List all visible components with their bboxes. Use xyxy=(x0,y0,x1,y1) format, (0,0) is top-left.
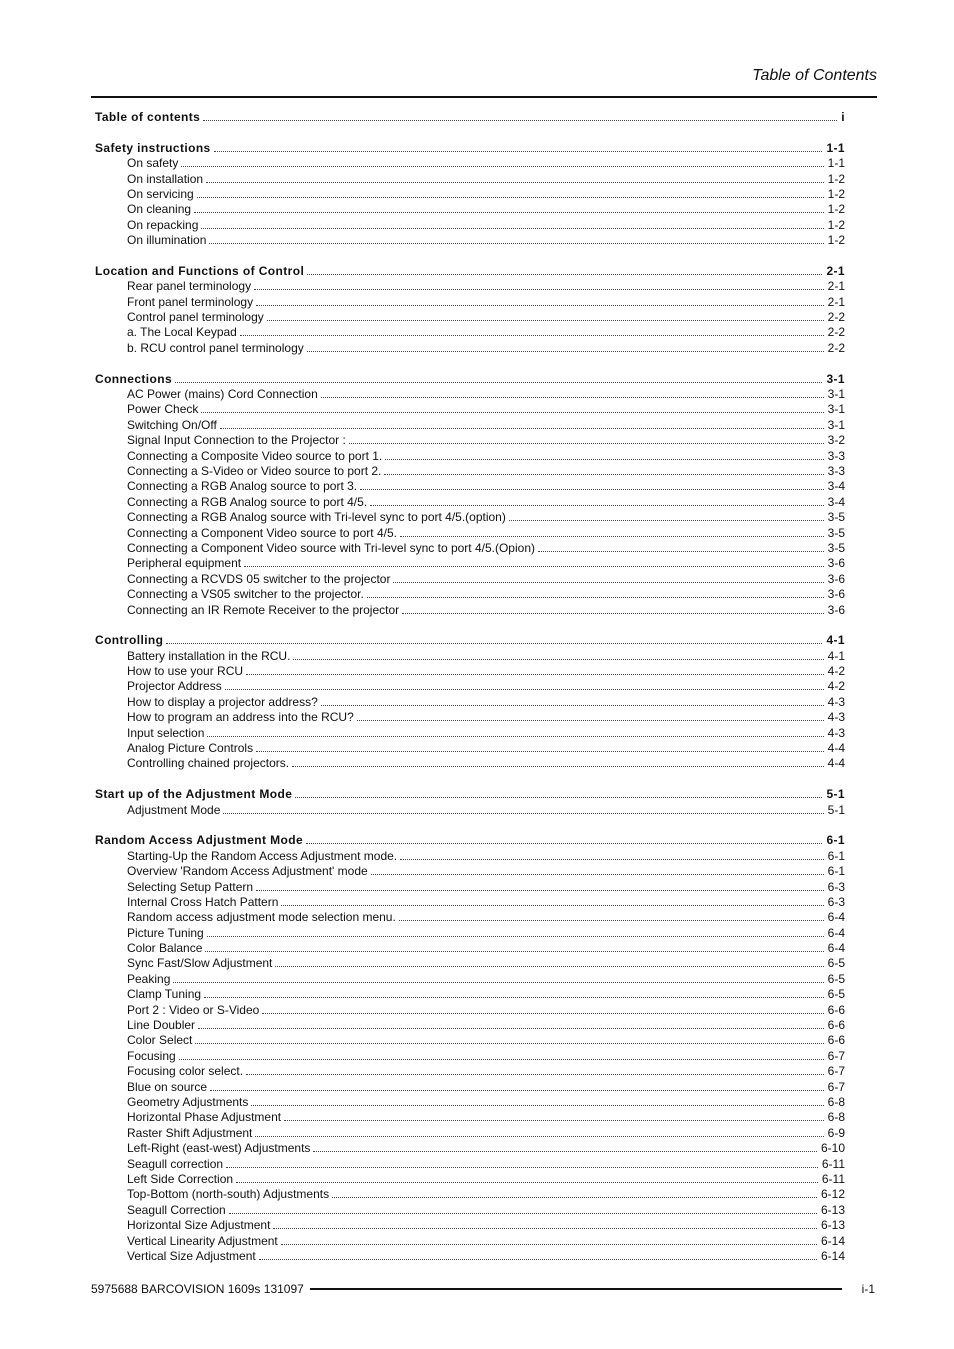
toc-entry-label: On illumination xyxy=(127,233,207,248)
dot-leader xyxy=(313,1151,817,1152)
toc-entry-page: 6-5 xyxy=(827,956,845,971)
dot-leader xyxy=(236,1182,818,1183)
dot-leader xyxy=(267,320,824,321)
toc-section xyxy=(95,264,845,356)
dot-leader xyxy=(306,843,822,844)
dot-leader xyxy=(201,412,823,413)
toc-entry[interactable] xyxy=(95,510,845,525)
toc-section-entry-label: Table of contents xyxy=(95,110,201,124)
toc-entry-page: 6-3 xyxy=(827,894,845,909)
toc-entry-page: 3-6 xyxy=(827,571,845,586)
toc-entry[interactable] xyxy=(95,1249,845,1264)
toc-entry-page: 6-4 xyxy=(827,925,845,940)
toc-entry-label: Line Doubler xyxy=(127,1018,196,1033)
dot-leader xyxy=(371,874,824,875)
toc-entry-label: Signal Input Connection to the Projector : xyxy=(127,433,346,448)
toc-entry-label: Color Balance xyxy=(127,941,203,956)
toc-entry[interactable] xyxy=(95,402,845,417)
toc-entry-page: 3-5 xyxy=(827,510,845,525)
toc-entry-page: 3-3 xyxy=(827,463,845,478)
toc-entry-label: Selecting Setup Pattern xyxy=(127,879,254,894)
dot-leader xyxy=(400,536,824,537)
toc-entry[interactable] xyxy=(95,1187,845,1202)
dot-leader xyxy=(385,459,823,460)
toc-entry-page: 4-4 xyxy=(827,741,845,756)
dot-leader xyxy=(246,674,824,675)
toc-entry-page: 3-5 xyxy=(827,525,845,540)
toc-entry-page: 3-6 xyxy=(827,602,845,617)
toc-entry-page: 6-14 xyxy=(820,1248,845,1263)
toc-entry[interactable] xyxy=(95,956,845,971)
toc-entry[interactable] xyxy=(95,664,845,679)
toc-entry-page: 4-4 xyxy=(827,756,845,771)
toc-entry-label: Peaking xyxy=(127,971,171,986)
toc-section-entry-page: i xyxy=(841,110,845,124)
toc-entry[interactable] xyxy=(95,464,845,479)
toc-entry-label: On installation xyxy=(127,171,204,186)
dot-leader xyxy=(384,474,823,475)
toc-entry[interactable] xyxy=(95,1172,845,1187)
toc-entry-page: 4-3 xyxy=(827,694,845,709)
toc-entry[interactable] xyxy=(95,1018,845,1033)
toc-entry-label: Random access adjustment mode selection menu. xyxy=(127,910,396,925)
toc-entry[interactable] xyxy=(95,572,845,587)
page-header-title: Table of Contents xyxy=(752,67,877,84)
toc-entry[interactable] xyxy=(95,1110,845,1125)
toc-entry-label: Focusing color select. xyxy=(127,1064,244,1079)
toc-entry[interactable] xyxy=(95,387,845,402)
dot-leader xyxy=(209,243,823,244)
toc-section-entry-page: 3-1 xyxy=(826,371,845,386)
dot-leader xyxy=(295,797,822,798)
dot-leader xyxy=(254,289,824,290)
dot-leader xyxy=(321,397,824,398)
toc-entry-label: Clamp Tuning xyxy=(127,987,202,1002)
toc-entry[interactable] xyxy=(95,587,845,602)
toc-entry-page: 2-2 xyxy=(827,340,845,355)
toc-entry-page: 6-6 xyxy=(827,1002,845,1017)
toc-entry[interactable] xyxy=(95,1234,845,1249)
toc-entry-page: 6-13 xyxy=(820,1218,845,1233)
dot-leader xyxy=(402,613,824,614)
dot-leader xyxy=(197,197,824,198)
toc-section xyxy=(95,787,845,818)
toc-entry-label: Input selection xyxy=(127,725,205,740)
dot-leader xyxy=(360,489,824,490)
toc-entry-page: 3-1 xyxy=(827,387,845,402)
toc-entry-page: 1-2 xyxy=(827,233,845,248)
toc-entry[interactable] xyxy=(95,541,845,556)
dot-leader xyxy=(292,766,824,767)
toc-entry[interactable] xyxy=(95,726,845,741)
toc-entry-label: Blue on source xyxy=(127,1079,208,1094)
toc-entry-page: 2-2 xyxy=(827,310,845,325)
toc-section-entry-page: 6-1 xyxy=(826,833,845,848)
toc-section xyxy=(95,633,845,772)
toc-entry[interactable] xyxy=(95,1218,845,1233)
dot-leader xyxy=(166,643,822,644)
toc-entry[interactable] xyxy=(95,433,845,448)
dot-leader xyxy=(220,428,824,429)
toc-section-entry[interactable] xyxy=(95,110,845,125)
toc-entry-page: 4-1 xyxy=(827,648,845,663)
dot-leader xyxy=(214,151,823,152)
toc-entry-page: 1-2 xyxy=(827,202,845,217)
toc-entry[interactable] xyxy=(95,603,845,618)
toc-entry[interactable] xyxy=(95,1003,845,1018)
toc-entry-page: 3-5 xyxy=(827,540,845,555)
toc-section-entry-label: Controlling xyxy=(95,633,164,648)
toc-entry-page: 3-4 xyxy=(827,479,845,494)
dot-leader xyxy=(229,1213,817,1214)
dot-leader xyxy=(393,582,823,583)
toc-entry[interactable] xyxy=(95,495,845,510)
toc-entry-label: Top-Bottom (north-south) Adjustments xyxy=(127,1187,330,1202)
dot-leader xyxy=(207,736,823,737)
dot-leader xyxy=(509,520,824,521)
toc-entry[interactable] xyxy=(95,1080,845,1095)
dot-leader xyxy=(205,951,823,952)
toc-entry-label: Power Check xyxy=(127,402,199,417)
toc-entry-page: 6-3 xyxy=(827,879,845,894)
dot-leader xyxy=(307,351,824,352)
toc-entry[interactable] xyxy=(95,695,845,710)
table-of-contents xyxy=(95,110,845,1280)
toc-entry[interactable] xyxy=(95,1064,845,1079)
footer-page-number: i-1 xyxy=(861,1282,875,1296)
toc-section-entry-label: Safety instructions xyxy=(95,140,211,155)
toc-entry-label: Internal Cross Hatch Pattern xyxy=(127,894,279,909)
toc-entry[interactable] xyxy=(95,202,845,217)
toc-entry-page: 3-1 xyxy=(827,417,845,432)
toc-entry-label: On safety xyxy=(127,156,179,171)
toc-entry-label: Raster Shift Adjustment xyxy=(127,1125,253,1140)
toc-section-entry-label: Start up of the Adjustment Mode xyxy=(95,787,293,802)
toc-entry-page: 6-4 xyxy=(827,941,845,956)
toc-entry[interactable] xyxy=(95,756,845,771)
toc-section-entry-label: Location and Functions of Control xyxy=(95,263,305,278)
toc-entry-label: Front panel terminology xyxy=(127,294,254,309)
toc-section-entry-label: Random Access Adjustment Mode xyxy=(95,833,304,848)
toc-entry-label: a. The Local Keypad xyxy=(127,325,237,340)
toc-entry-label: Color Select xyxy=(127,1033,193,1048)
dot-leader xyxy=(284,1120,824,1121)
toc-section-entry[interactable] xyxy=(95,264,845,279)
footer-rule xyxy=(310,1288,842,1290)
toc-entry[interactable] xyxy=(95,556,845,571)
toc-entry-label: On repacking xyxy=(127,217,199,232)
toc-entry-label: Overview 'Random Access Adjustment' mode xyxy=(127,864,368,879)
dot-leader xyxy=(256,305,824,306)
toc-entry-label: Projector Address xyxy=(127,679,222,694)
dot-leader xyxy=(206,182,824,183)
toc-section-entry[interactable] xyxy=(95,787,845,802)
toc-section xyxy=(95,141,845,249)
toc-entry-label: Connecting a S-Video or Video source to port 2. xyxy=(127,463,382,478)
dot-leader xyxy=(367,597,824,598)
toc-entry[interactable] xyxy=(95,710,845,725)
toc-entry-label: How to display a projector address? xyxy=(127,694,318,709)
toc-entry-page: 6-4 xyxy=(827,910,845,925)
toc-entry-page: 6-1 xyxy=(827,864,845,879)
dot-leader xyxy=(223,813,823,814)
toc-entry-page: 6-9 xyxy=(827,1125,845,1140)
toc-entry[interactable] xyxy=(95,987,845,1002)
dot-leader xyxy=(226,1167,818,1168)
toc-section-entry-page: 1-1 xyxy=(826,140,845,155)
toc-entry[interactable] xyxy=(95,325,845,340)
toc-entry-label: Sync Fast/Slow Adjustment xyxy=(127,956,273,971)
toc-entry-label: On cleaning xyxy=(127,202,192,217)
toc-entry[interactable] xyxy=(95,233,845,248)
dot-leader xyxy=(244,566,824,567)
toc-entry[interactable] xyxy=(95,218,845,233)
toc-section-entry-page: 4-1 xyxy=(826,633,845,648)
toc-entry-label: Seagull Correction xyxy=(127,1202,226,1217)
toc-section-entry[interactable] xyxy=(95,141,845,156)
toc-entry-page: 3-6 xyxy=(827,587,845,602)
toc-section-entry-label: Connections xyxy=(95,371,173,386)
dot-leader xyxy=(179,1059,824,1060)
dot-leader xyxy=(273,1228,817,1229)
toc-entry-page: 2-1 xyxy=(827,294,845,309)
dot-leader xyxy=(201,228,823,229)
dot-leader xyxy=(204,997,824,998)
toc-entry-page: 6-11 xyxy=(821,1156,845,1171)
toc-section-entry-page: 2-1 xyxy=(826,263,845,278)
dot-leader xyxy=(275,966,823,967)
toc-entry-label: Left Side Correction xyxy=(127,1171,234,1186)
toc-section xyxy=(95,372,845,618)
toc-entry[interactable] xyxy=(95,1126,845,1141)
toc-entry-page: 6-13 xyxy=(820,1202,845,1217)
toc-entry-label: Connecting a Component Video source with Tri-level sync to port 4/5.(Opion) xyxy=(127,540,535,555)
toc-section-entry-page: 5-1 xyxy=(826,787,845,802)
dot-leader xyxy=(240,335,824,336)
toc-entry-page: 6-7 xyxy=(827,1079,845,1094)
toc-entry-label: Control panel terminology xyxy=(127,310,264,325)
toc-entry-page: 6-8 xyxy=(827,1095,845,1109)
toc-entry[interactable] xyxy=(95,341,845,356)
toc-entry-label: Port 2 : Video or S-Video xyxy=(127,1002,260,1017)
toc-entry[interactable] xyxy=(95,526,845,541)
dot-leader xyxy=(198,1028,824,1029)
dot-leader xyxy=(399,920,824,921)
toc-entry[interactable] xyxy=(95,1095,845,1110)
toc-entry-label: On servicing xyxy=(127,186,194,201)
dot-leader xyxy=(181,166,823,167)
toc-entry[interactable] xyxy=(95,649,845,664)
toc-entry-page: 4-3 xyxy=(827,725,845,740)
toc-entry[interactable] xyxy=(95,941,845,956)
dot-leader xyxy=(281,905,823,906)
toc-entry-page: 6-10 xyxy=(820,1141,845,1156)
toc-entry-label: Horizontal Phase Adjustment xyxy=(127,1110,282,1125)
toc-entry[interactable] xyxy=(95,1203,845,1218)
dot-leader xyxy=(357,720,824,721)
dot-leader xyxy=(207,936,824,937)
toc-entry-page: 6-14 xyxy=(820,1233,845,1248)
toc-entry-page: 1-2 xyxy=(827,171,845,186)
toc-entry-label: Controlling chained projectors. xyxy=(127,756,290,771)
toc-entry[interactable] xyxy=(95,849,845,864)
toc-section-entry[interactable] xyxy=(95,833,845,848)
toc-entry-page: 6-5 xyxy=(827,987,845,1002)
toc-entry-page: 6-7 xyxy=(827,1048,845,1063)
toc-entry-page: 5-1 xyxy=(827,802,845,817)
toc-entry-label: How to program an address into the RCU? xyxy=(127,710,354,725)
dot-leader xyxy=(256,890,824,891)
footer-doc-id: 5975688 BARCOVISION 1609s 131097 xyxy=(91,1282,304,1296)
toc-section xyxy=(95,833,845,1264)
dot-leader xyxy=(210,1090,824,1091)
dot-leader xyxy=(307,274,822,275)
toc-entry[interactable] xyxy=(95,1033,845,1048)
header-rule xyxy=(91,96,877,98)
dot-leader xyxy=(259,1259,817,1260)
toc-section xyxy=(95,110,845,125)
dot-leader xyxy=(321,705,824,706)
toc-entry-page: 6-7 xyxy=(827,1064,845,1079)
toc-entry-page: 3-6 xyxy=(827,556,845,571)
dot-leader xyxy=(293,659,823,660)
toc-entry[interactable] xyxy=(95,679,845,694)
toc-entry-label: Geometry Adjustments xyxy=(127,1095,249,1109)
toc-entry[interactable] xyxy=(95,803,845,818)
toc-entry-page: 1-2 xyxy=(827,217,845,232)
toc-entry-page: 3-4 xyxy=(827,494,845,509)
toc-entry[interactable] xyxy=(95,172,845,187)
dot-leader xyxy=(255,1136,823,1137)
toc-entry-label: Vertical Size Adjustment xyxy=(127,1248,256,1263)
toc-entry-label: Adjustment Mode xyxy=(127,802,221,817)
toc-entry[interactable] xyxy=(95,910,845,925)
dot-leader xyxy=(195,1043,823,1044)
toc-entry[interactable] xyxy=(95,418,845,433)
toc-entry-label: Left-Right (east-west) Adjustments xyxy=(127,1141,311,1156)
toc-entry-label: b. RCU control panel terminology xyxy=(127,340,304,355)
dot-leader xyxy=(173,982,823,983)
dot-leader xyxy=(251,1105,823,1106)
toc-entry-page: 6-1 xyxy=(827,848,845,863)
toc-entry-label: Connecting a RGB Analog source with Tri-level sync to port 4/5.(option) xyxy=(127,510,506,525)
dot-leader xyxy=(400,859,824,860)
toc-entry-label: Vertical Linearity Adjustment xyxy=(127,1233,278,1248)
dot-leader xyxy=(194,212,824,213)
dot-leader xyxy=(281,1244,817,1245)
toc-entry-label: Rear panel terminology xyxy=(127,279,252,294)
toc-entry-page: 3-3 xyxy=(827,448,845,463)
page-footer xyxy=(91,1281,877,1297)
toc-entry-page: 6-6 xyxy=(827,1033,845,1048)
dot-leader xyxy=(538,551,824,552)
toc-entry-label: Switching On/Off xyxy=(127,417,217,432)
toc-entry-label: Picture Tuning xyxy=(127,925,204,940)
toc-entry-label: Connecting a Composite Video source to port 1. xyxy=(127,448,383,463)
dot-leader xyxy=(225,689,824,690)
toc-entry[interactable] xyxy=(95,1157,845,1172)
toc-entry-page: 6-6 xyxy=(827,1018,845,1033)
toc-entry[interactable] xyxy=(95,479,845,494)
toc-entry-label: How to use your RCU xyxy=(127,664,244,679)
toc-entry[interactable] xyxy=(95,1141,845,1156)
toc-entry-page: 2-2 xyxy=(827,325,845,340)
dot-leader xyxy=(203,120,837,121)
toc-entry-page: 3-2 xyxy=(827,433,845,448)
toc-entry-page: 4-2 xyxy=(827,679,845,694)
toc-entry[interactable] xyxy=(95,1049,845,1064)
toc-entry-label: Connecting a RGB Analog source to port 4/5. xyxy=(127,494,368,509)
toc-entry[interactable] xyxy=(95,741,845,756)
toc-entry[interactable] xyxy=(95,449,845,464)
toc-entry[interactable] xyxy=(95,926,845,941)
toc-entry-label: Battery installation in the RCU. xyxy=(127,648,291,663)
toc-entry-label: Focusing xyxy=(127,1048,176,1063)
toc-entry-label: Connecting a VS05 switcher to the projector. xyxy=(127,587,364,602)
dot-leader xyxy=(370,505,824,506)
toc-entry[interactable] xyxy=(95,310,845,325)
toc-entry-page: 2-1 xyxy=(827,279,845,294)
toc-entry[interactable] xyxy=(95,895,845,910)
toc-entry-page: 6-12 xyxy=(820,1187,845,1202)
toc-entry-page: 4-2 xyxy=(827,664,845,679)
toc-entry-label: Starting-Up the Random Access Adjustment mode. xyxy=(127,848,398,863)
dot-leader xyxy=(349,443,824,444)
toc-section-entry[interactable] xyxy=(95,372,845,387)
toc-entry-label: Connecting an IR Remote Receiver to the projector xyxy=(127,602,400,617)
toc-entry[interactable] xyxy=(95,279,845,294)
toc-entry-label: AC Power (mains) Cord Connection xyxy=(127,387,318,402)
dot-leader xyxy=(262,1013,823,1014)
toc-entry-label: Peripheral equipment xyxy=(127,556,242,571)
dot-leader xyxy=(175,382,822,383)
toc-entry-page: 1-2 xyxy=(827,186,845,201)
toc-entry-label: Horizontal Size Adjustment xyxy=(127,1218,271,1233)
toc-entry-page: 6-11 xyxy=(821,1171,845,1186)
toc-entry-label: Connecting a RCVDS 05 switcher to the projector xyxy=(127,571,391,586)
toc-entry[interactable] xyxy=(95,880,845,895)
dot-leader xyxy=(256,751,824,752)
toc-entry[interactable] xyxy=(95,187,845,202)
toc-entry-page: 4-3 xyxy=(827,710,845,725)
toc-entry-page: 6-8 xyxy=(827,1110,845,1125)
dot-leader xyxy=(246,1074,824,1075)
toc-entry[interactable] xyxy=(95,295,845,310)
toc-entry-label: Connecting a RGB Analog source to port 3. xyxy=(127,479,358,494)
toc-section-entry[interactable] xyxy=(95,633,845,648)
toc-entry-label: Connecting a Component Video source to port 4/5. xyxy=(127,525,397,540)
toc-entry[interactable] xyxy=(95,972,845,987)
toc-entry-label: Seagull correction xyxy=(127,1156,224,1171)
toc-entry-page: 6-5 xyxy=(827,971,845,986)
toc-entry[interactable] xyxy=(95,156,845,171)
toc-entry-label: Analog Picture Controls xyxy=(127,741,254,756)
toc-entry-page: 1-1 xyxy=(827,156,845,171)
toc-entry-page: 3-1 xyxy=(827,402,845,417)
dot-leader xyxy=(332,1197,817,1198)
toc-entry[interactable] xyxy=(95,864,845,879)
